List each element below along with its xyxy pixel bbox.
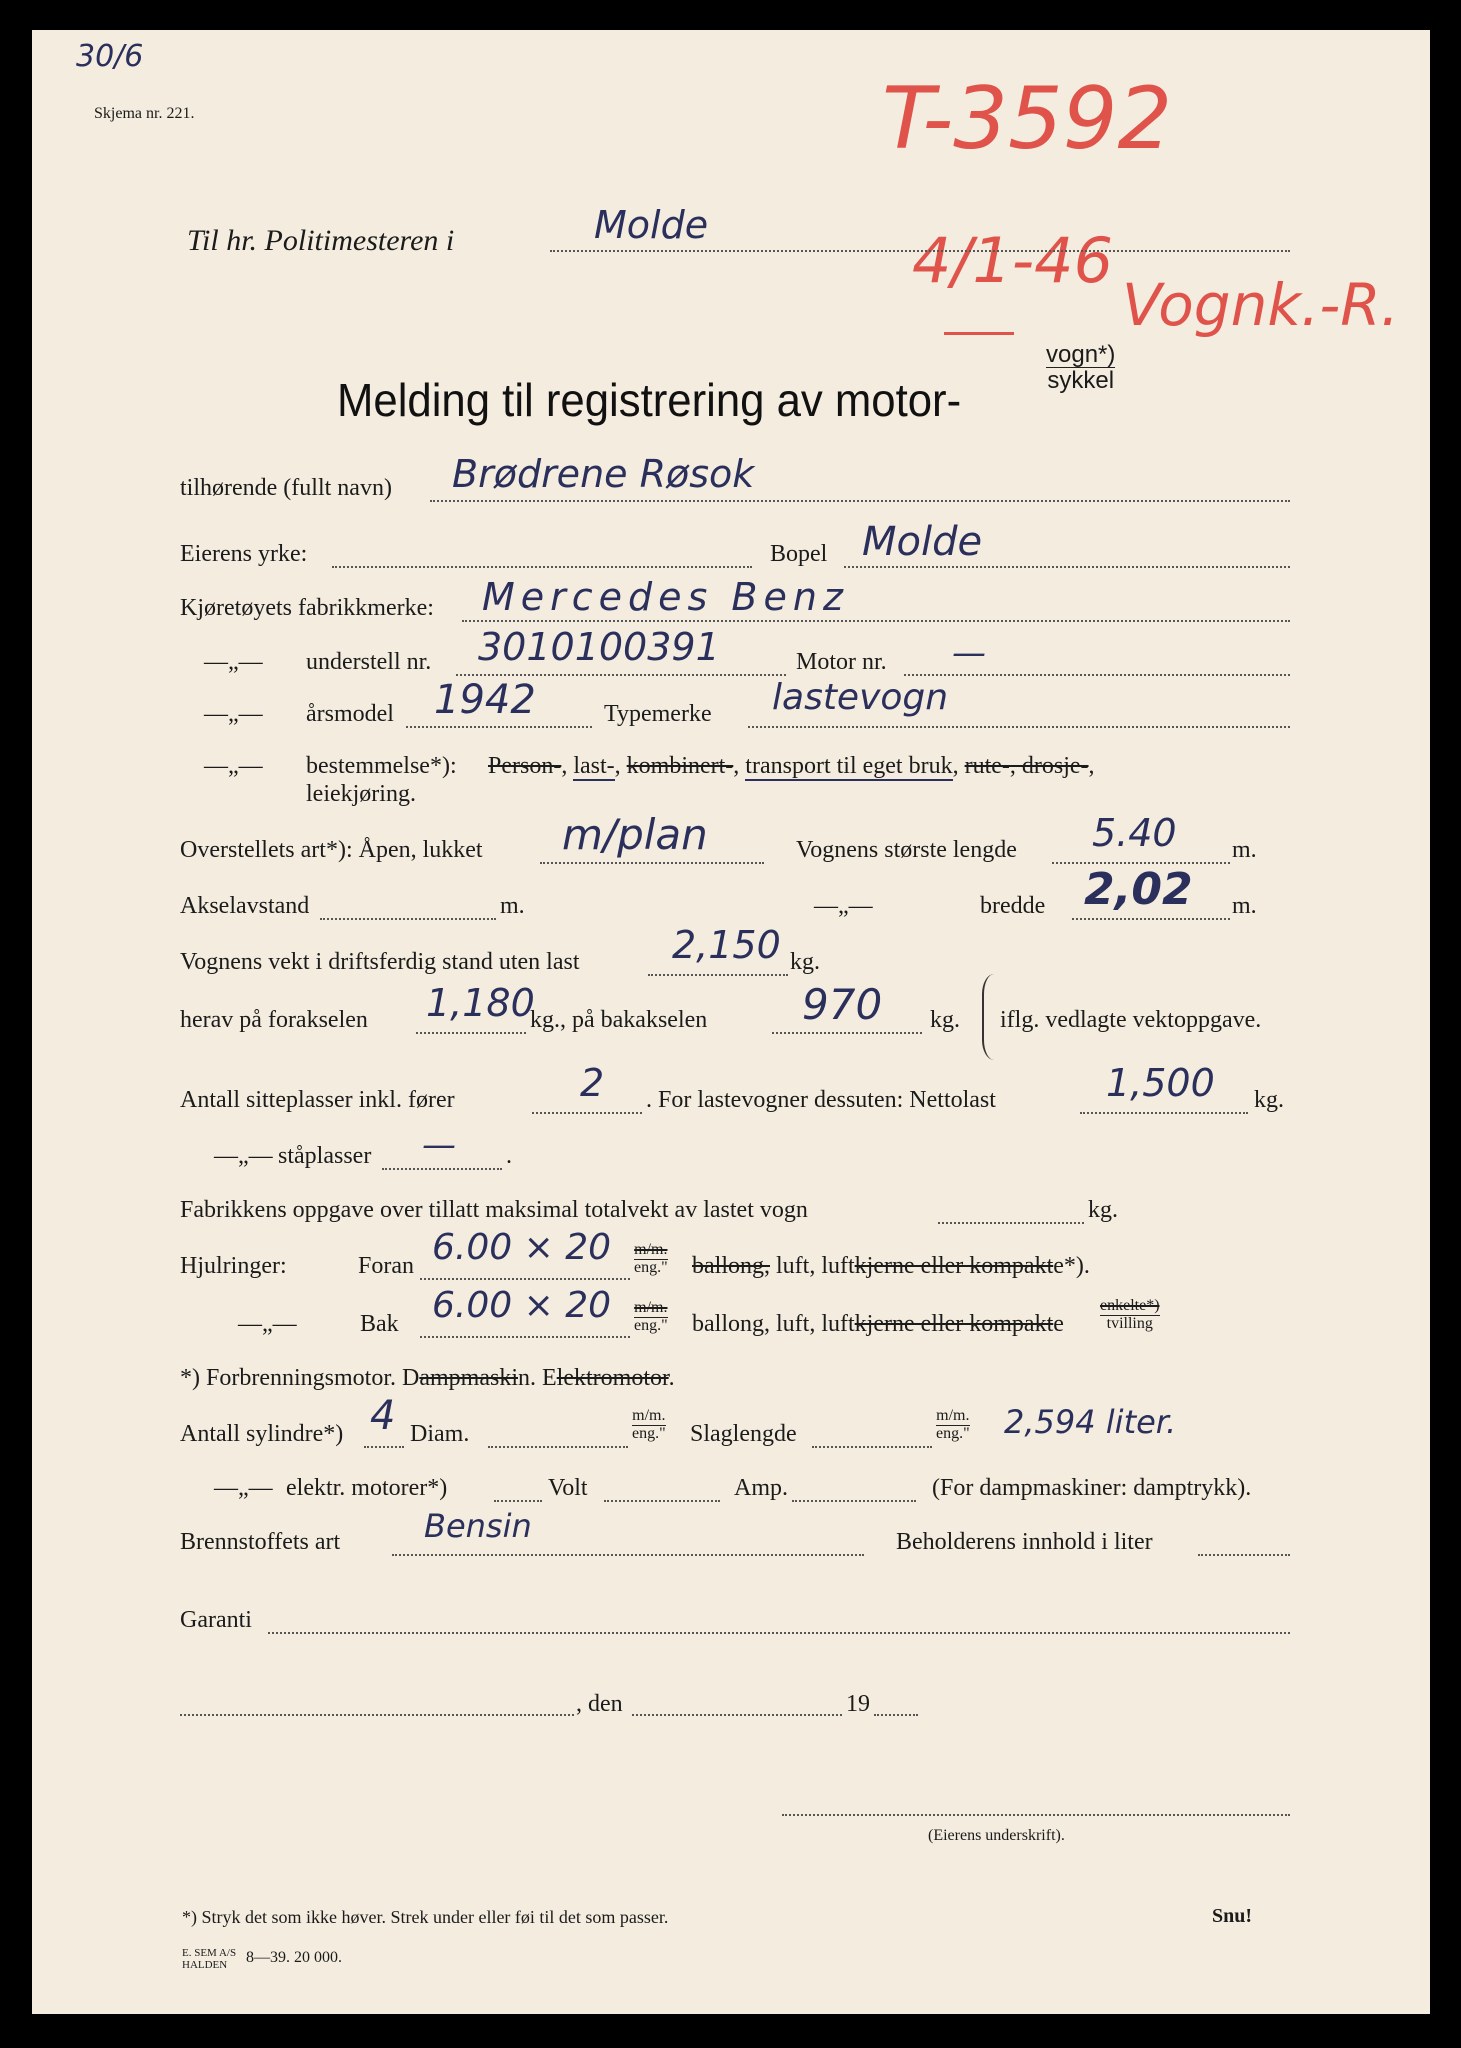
weight-label: Vognens vekt i driftsferdig stand uten last [180,949,580,975]
year-value: 1942 [434,677,536,723]
cylinders-label: Antall sylindre*) [180,1421,344,1447]
rear-air: luft, luft [776,1311,855,1337]
standing-end: . [506,1143,512,1169]
residence-value: Molde [862,519,983,565]
turn-over: Snu! [1212,1905,1253,1927]
rear-wheel-types [692,1312,1064,1336]
ditto-mark: —„— [204,649,263,675]
occupation-label: Eierens yrke: [180,541,308,567]
maxweight-unit: kg. [1088,1197,1118,1223]
print-run: 8—39. 20 000. [246,1949,342,1966]
year-line [406,726,592,728]
rear-axle-unit: kg. [930,1007,960,1033]
ditto-mark: —„— [214,1475,273,1501]
front-eng: eng." [634,1258,668,1276]
guarantee-label: Garanti [180,1607,252,1633]
year-line-end [874,1714,918,1716]
length-unit: m. [1232,837,1257,863]
rear-eng: eng." [634,1316,668,1334]
motor-label: Motor nr. [796,649,887,675]
cargo-unit: kg. [1254,1087,1284,1113]
stroke-label: Slaglengde [690,1421,797,1447]
purpose-combined: kombinert- [626,753,734,779]
length-value: 5.40 [1092,811,1177,855]
rear-axle-value: 970 [802,980,883,1029]
rear-twin: tvilling [1106,1314,1153,1332]
axle-unit: m. [500,893,525,919]
seats-value: 2 [580,1061,605,1105]
front-wheel-types [692,1254,1090,1278]
purpose-route-taxi: rute-, drosje- [964,753,1089,779]
date-line [632,1714,842,1716]
vehicle-class: Vognk.-R. [1122,271,1400,339]
steam-pressure-label: (For dampmaskiner: damptrykk). [932,1475,1252,1501]
front-axle-line [416,1032,526,1034]
weight-unit: kg. [790,949,820,975]
margin-note: 30/6 [76,39,144,74]
seats-line [532,1112,642,1114]
axle-label: Akselavstand [180,893,310,919]
purpose-cargo: last- [573,753,615,779]
motor-line [904,674,1290,676]
diameter-unit [632,1408,666,1443]
date-den: , den [576,1691,623,1717]
width-line [1072,918,1230,920]
form-title: Melding til registrering av motor- [337,374,962,426]
volt-line [604,1500,720,1502]
owner-label: tilhørende (fullt navn) [180,475,392,501]
stroke-eng: eng." [936,1424,970,1442]
address-prefix: Til hr. Politimesteren i [187,224,455,257]
electric-motor-line [494,1500,542,1502]
body-value: m/plan [562,810,708,859]
seats-label: Antall sitteplasser inkl. fører [180,1087,455,1113]
rear-wheel-value: 6.00 × 20 [432,1285,612,1326]
schema-number: Skjema nr. 221. [94,105,195,122]
diameter-label: Diam. [410,1421,470,1447]
cylinders-line [364,1446,404,1448]
amp-label: Amp. [734,1475,788,1501]
engine-electric-c: . [668,1365,675,1391]
engine-steam-b: ampmaski [419,1365,518,1391]
purpose-options: Person-, last-, kombinert-, transport til eget bruk, rute-, drosje-, [488,753,1095,779]
chassis-label: understell nr. [306,649,432,675]
front-wheel-line [420,1278,630,1280]
rear-axle-line [772,1032,922,1034]
engine-electric-a: E [542,1365,557,1391]
rear-end: e [1053,1311,1064,1337]
signature-label: (Eierens underskrift). [928,1827,1065,1844]
body-label: Overstellets art*): Åpen, lukket [180,837,483,863]
engine-types [180,1366,675,1390]
maxweight-label: Fabrikkens oppgave over tillatt maksimal totalvekt av lastet vogn [180,1197,808,1223]
fuel-label: Brennstoffets art [180,1529,341,1555]
diameter-mm: m/m. [632,1407,666,1424]
type-value: lastevogn [772,677,949,718]
wheels-label: Hjulringer: [180,1253,287,1279]
front-balloon: ballong, [692,1253,770,1279]
ditto-mark: —„— [238,1311,297,1337]
cargo-label: . For lastevogner dessuten: Nettolast [646,1087,996,1113]
fuel-line [392,1554,864,1556]
weight-note: iflg. vedlagte vektoppgave. [1000,1007,1262,1033]
front-wheel-unit [634,1242,668,1277]
rear-solid: kjerne eller kompakt [854,1311,1054,1337]
year-label: årsmodel [306,701,394,727]
red-underline [944,332,1014,335]
purpose-own-transport: transport til eget bruk [745,753,953,779]
rear-balloon: ballong, [692,1311,770,1337]
rear-wheel-unit [634,1300,668,1335]
diameter-line [488,1446,628,1448]
make-line [462,620,1290,622]
residence-line [844,566,1290,568]
address-line [550,250,1290,252]
engine-steam-a: D [402,1365,420,1391]
standing-line [382,1168,502,1170]
footnote: *) Stryk det som ikke høver. Strek under eller føi til det som passer. [182,1907,669,1927]
make-label: Kjøretøyets fabrikkmerke: [180,595,434,621]
title-frac-bottom: sykkel [1047,367,1115,395]
volume-value: 2,594 liter. [1004,1403,1177,1441]
amp-line [792,1500,916,1502]
make-value: Mercedes Benz [482,575,849,619]
length-label: Vognens største lengde [796,837,1017,863]
stroke-mm: m/m. [936,1407,970,1424]
motor-value: — [952,633,986,673]
body-line [540,862,764,864]
tank-line [1198,1554,1290,1556]
rear-mm: m/m. [634,1299,668,1316]
width-label: bredde [980,893,1046,919]
engine-combustion: *) Forbrenningsmotor. [180,1365,396,1391]
residence-label: Bopel [770,541,828,567]
place-line [180,1714,574,1716]
front-air: luft, luft [776,1253,855,1279]
tank-label: Beholderens innhold i liter [896,1529,1153,1555]
front-axle-value: 1,180 [426,981,535,1025]
axle-line [320,918,496,920]
rear-single-twin [1100,1298,1160,1333]
engine-electric-b: lektromotor [556,1365,669,1391]
owner-line [430,500,1290,502]
signature-line [782,1814,1290,1816]
form-sheet [32,30,1430,2014]
chassis-line [456,674,786,676]
weight-brace [982,974,998,1060]
journal-number: T-3592 [882,69,1173,169]
police-district: Molde [594,203,709,247]
type-label: Typemerke [604,701,712,727]
cylinders-value: 4 [370,1393,396,1439]
title-fraction [1046,342,1115,393]
standing-value: — [422,1125,456,1165]
width-unit: m. [1232,893,1257,919]
front-wheel-label: Foran [358,1253,414,1279]
fuel-value: Bensin [424,1507,532,1545]
cargo-line [1080,1112,1248,1114]
title-frac-top: vogn*) [1046,341,1116,368]
chassis-value: 3010100391 [478,625,720,669]
guarantee-line [268,1632,1290,1634]
front-wheel-value: 6.00 × 20 [432,1227,612,1268]
rear-axle-label: kg., på bakakselen [530,1007,708,1033]
ditto-mark: —„— [214,1143,273,1169]
stroke-line [812,1446,932,1448]
weight-line [648,974,788,976]
type-line [748,726,1290,728]
rear-wheel-label: Bak [360,1311,399,1337]
rear-single: enkelte*) [1100,1297,1160,1314]
printer-name: E. SEM A/S [182,1947,237,1959]
stroke-unit [936,1408,970,1443]
width-value: 2,02 [1084,864,1193,915]
date-year: 19 [846,1691,870,1717]
weight-value: 2,150 [672,923,781,967]
purpose-person: Person- [488,753,562,779]
ditto-mark: —„— [204,701,263,727]
ditto-mark: —„— [204,753,263,779]
volt-label: Volt [548,1475,588,1501]
front-end: e*). [1053,1253,1090,1279]
electric-motor-label: elektr. motorer*) [286,1475,448,1501]
standing-label: ståplasser [278,1143,372,1169]
occupation-line [332,566,752,568]
receipt-date: 4/1-46 [912,224,1114,297]
diameter-eng: eng." [632,1424,666,1442]
front-axle-label: herav på forakselen [180,1007,368,1033]
engine-steam-c: n. [518,1365,536,1391]
front-solid: kjerne eller kompakt [854,1253,1054,1279]
purpose-hire: leiekjøring. [306,781,416,807]
printer-city: HALDEN [182,1959,228,1971]
front-mm: m/m. [634,1241,668,1258]
purpose-label: bestemmelse*): [306,753,457,779]
rear-wheel-line [420,1336,630,1338]
ditto-mark: —„— [814,893,873,919]
maxweight-line [938,1222,1084,1224]
owner-value: Brødrene Røsok [452,452,755,496]
cargo-value: 1,500 [1106,1061,1215,1105]
